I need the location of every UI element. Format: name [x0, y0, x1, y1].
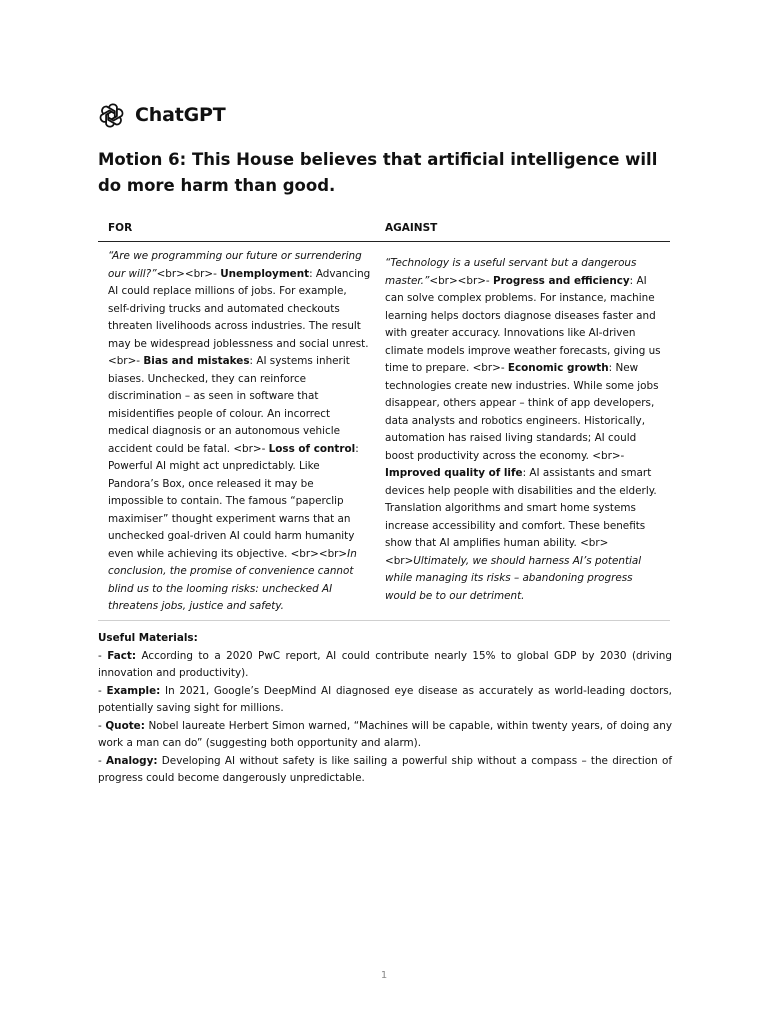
- list-item: [98, 683, 672, 718]
- for-point-text: : Advancing AI could replace millions of jobs. For example, self-driving trucks and automated checkouts threaten livelihoods across industries. The result may be widespread joblessness and social unrest.: [108, 267, 371, 350]
- against-separator: <br><br>: [385, 537, 609, 567]
- against-point-text: : New technologies create new industries. While some jobs disappear, others appear – think of app developers, data analysts and robotics engineers. Historically, automation has raised living standards; AI could boost productivity across the economy.: [385, 362, 659, 462]
- header-against: AGAINST: [385, 222, 438, 234]
- for-point-label: Loss of control: [268, 442, 356, 455]
- against-opening-quote: “Technology is a useful servant but a dangerous master.”: [385, 257, 637, 287]
- against-separator: <br><br>-: [429, 274, 493, 287]
- item-text: Developing AI without safety is like sailing a powerful ship without a compass – the direction of progress could become dangerously unpredictable.: [98, 754, 672, 784]
- table-row: [98, 242, 670, 621]
- list-item: [98, 753, 672, 788]
- for-separator: <br>-: [233, 442, 269, 455]
- bullet-prefix: -: [98, 754, 107, 767]
- bullet-prefix: -: [98, 649, 108, 662]
- against-cell: [375, 242, 670, 620]
- bullet-prefix: -: [98, 719, 106, 732]
- against-separator: <br>-: [472, 362, 508, 374]
- brand-name: ChatGPT: [135, 104, 226, 126]
- against-separator: <br>-: [592, 449, 625, 462]
- for-cell: [98, 242, 375, 620]
- against-point-label: Economic growth: [507, 362, 609, 374]
- for-separator: <br>-: [108, 355, 144, 367]
- openai-logo-icon: [98, 102, 125, 129]
- item-label: Fact:: [107, 649, 137, 662]
- against-point-text: : AI can solve complex problems. For instance, machine learning helps doctors diagnose diseases faster and with greater accuracy. Innovations like AI-driven climate models improve weather forecasts, giving us time to prepare.: [385, 274, 661, 374]
- item-label: Analogy:: [106, 754, 158, 767]
- for-point-label: Bias and mistakes: [143, 355, 250, 367]
- list-item: [98, 648, 672, 683]
- against-conclusion: Ultimately, we should harness AI’s potential while managing its risks – abandoning progress would be to our detriment.: [385, 554, 642, 602]
- item-text: Nobel laureate Herbert Simon warned, “Machines will be capable, within twenty years, of doing any work a man can do” (suggesting both opportunity and alarm).: [98, 719, 672, 749]
- item-label: Quote:: [105, 719, 145, 732]
- item-text: In 2021, Google’s DeepMind AI diagnosed eye disease as accurately as world-leading doctors, potentially saving sight for millions.: [98, 684, 672, 714]
- debate-table: [98, 214, 670, 621]
- for-opening-quote: “Are we programming our future or surrendering our will?”: [108, 250, 362, 280]
- list-item: [98, 718, 672, 753]
- for-separator: <br><br>: [290, 547, 348, 560]
- for-point-label: Unemployment: [220, 267, 310, 280]
- page-number: 1: [380, 970, 388, 981]
- item-text: According to a 2020 PwC report, AI could contribute nearly 15% to global GDP by 2030 (driving innovation and productivity).: [98, 649, 672, 679]
- against-point-label: Progress and efficiency: [493, 274, 630, 287]
- for-separator: <br><br>-: [156, 267, 221, 280]
- bullet-prefix: -: [98, 684, 107, 697]
- for-point-text: : Powerful AI might act unpredictably. Like Pandora’s Box, once released it may be impossible to contain. The famous “paperclip maximiser” thought experiment warns that an unchecked goal-driven AI could harm humanity even while achieving its objective.: [108, 442, 359, 560]
- against-point-label: Improved quality of life: [385, 467, 523, 479]
- against-point-text: : AI assistants and smart devices help people with disabilities and the elderly. Translation algorithms and smart home systems increase accessibility and comfort. These benefits show that AI amplifies human ability.: [385, 467, 657, 549]
- for-point-text: : AI systems inherit biases. Unchecked, they can reinforce discrimination – as seen in software that misidentifies people of colour. An incorrect medical diagnosis or an autonomous vehicle accident could be fatal.: [108, 355, 350, 455]
- materials-heading: Useful Materials:: [98, 632, 198, 644]
- header-for: FOR: [108, 222, 133, 234]
- page-title: Motion 6: This House believes that artificial intelligence will do more harm than good.: [98, 150, 658, 195]
- useful-materials: [98, 630, 672, 788]
- table-header-row: [98, 214, 670, 242]
- item-label: Example:: [106, 684, 161, 697]
- for-conclusion: In conclusion, the promise of convenience cannot blind us to the looming risks: unchecked AI threatens jobs, justice and safety.: [108, 547, 357, 612]
- brand-logo: [98, 100, 225, 130]
